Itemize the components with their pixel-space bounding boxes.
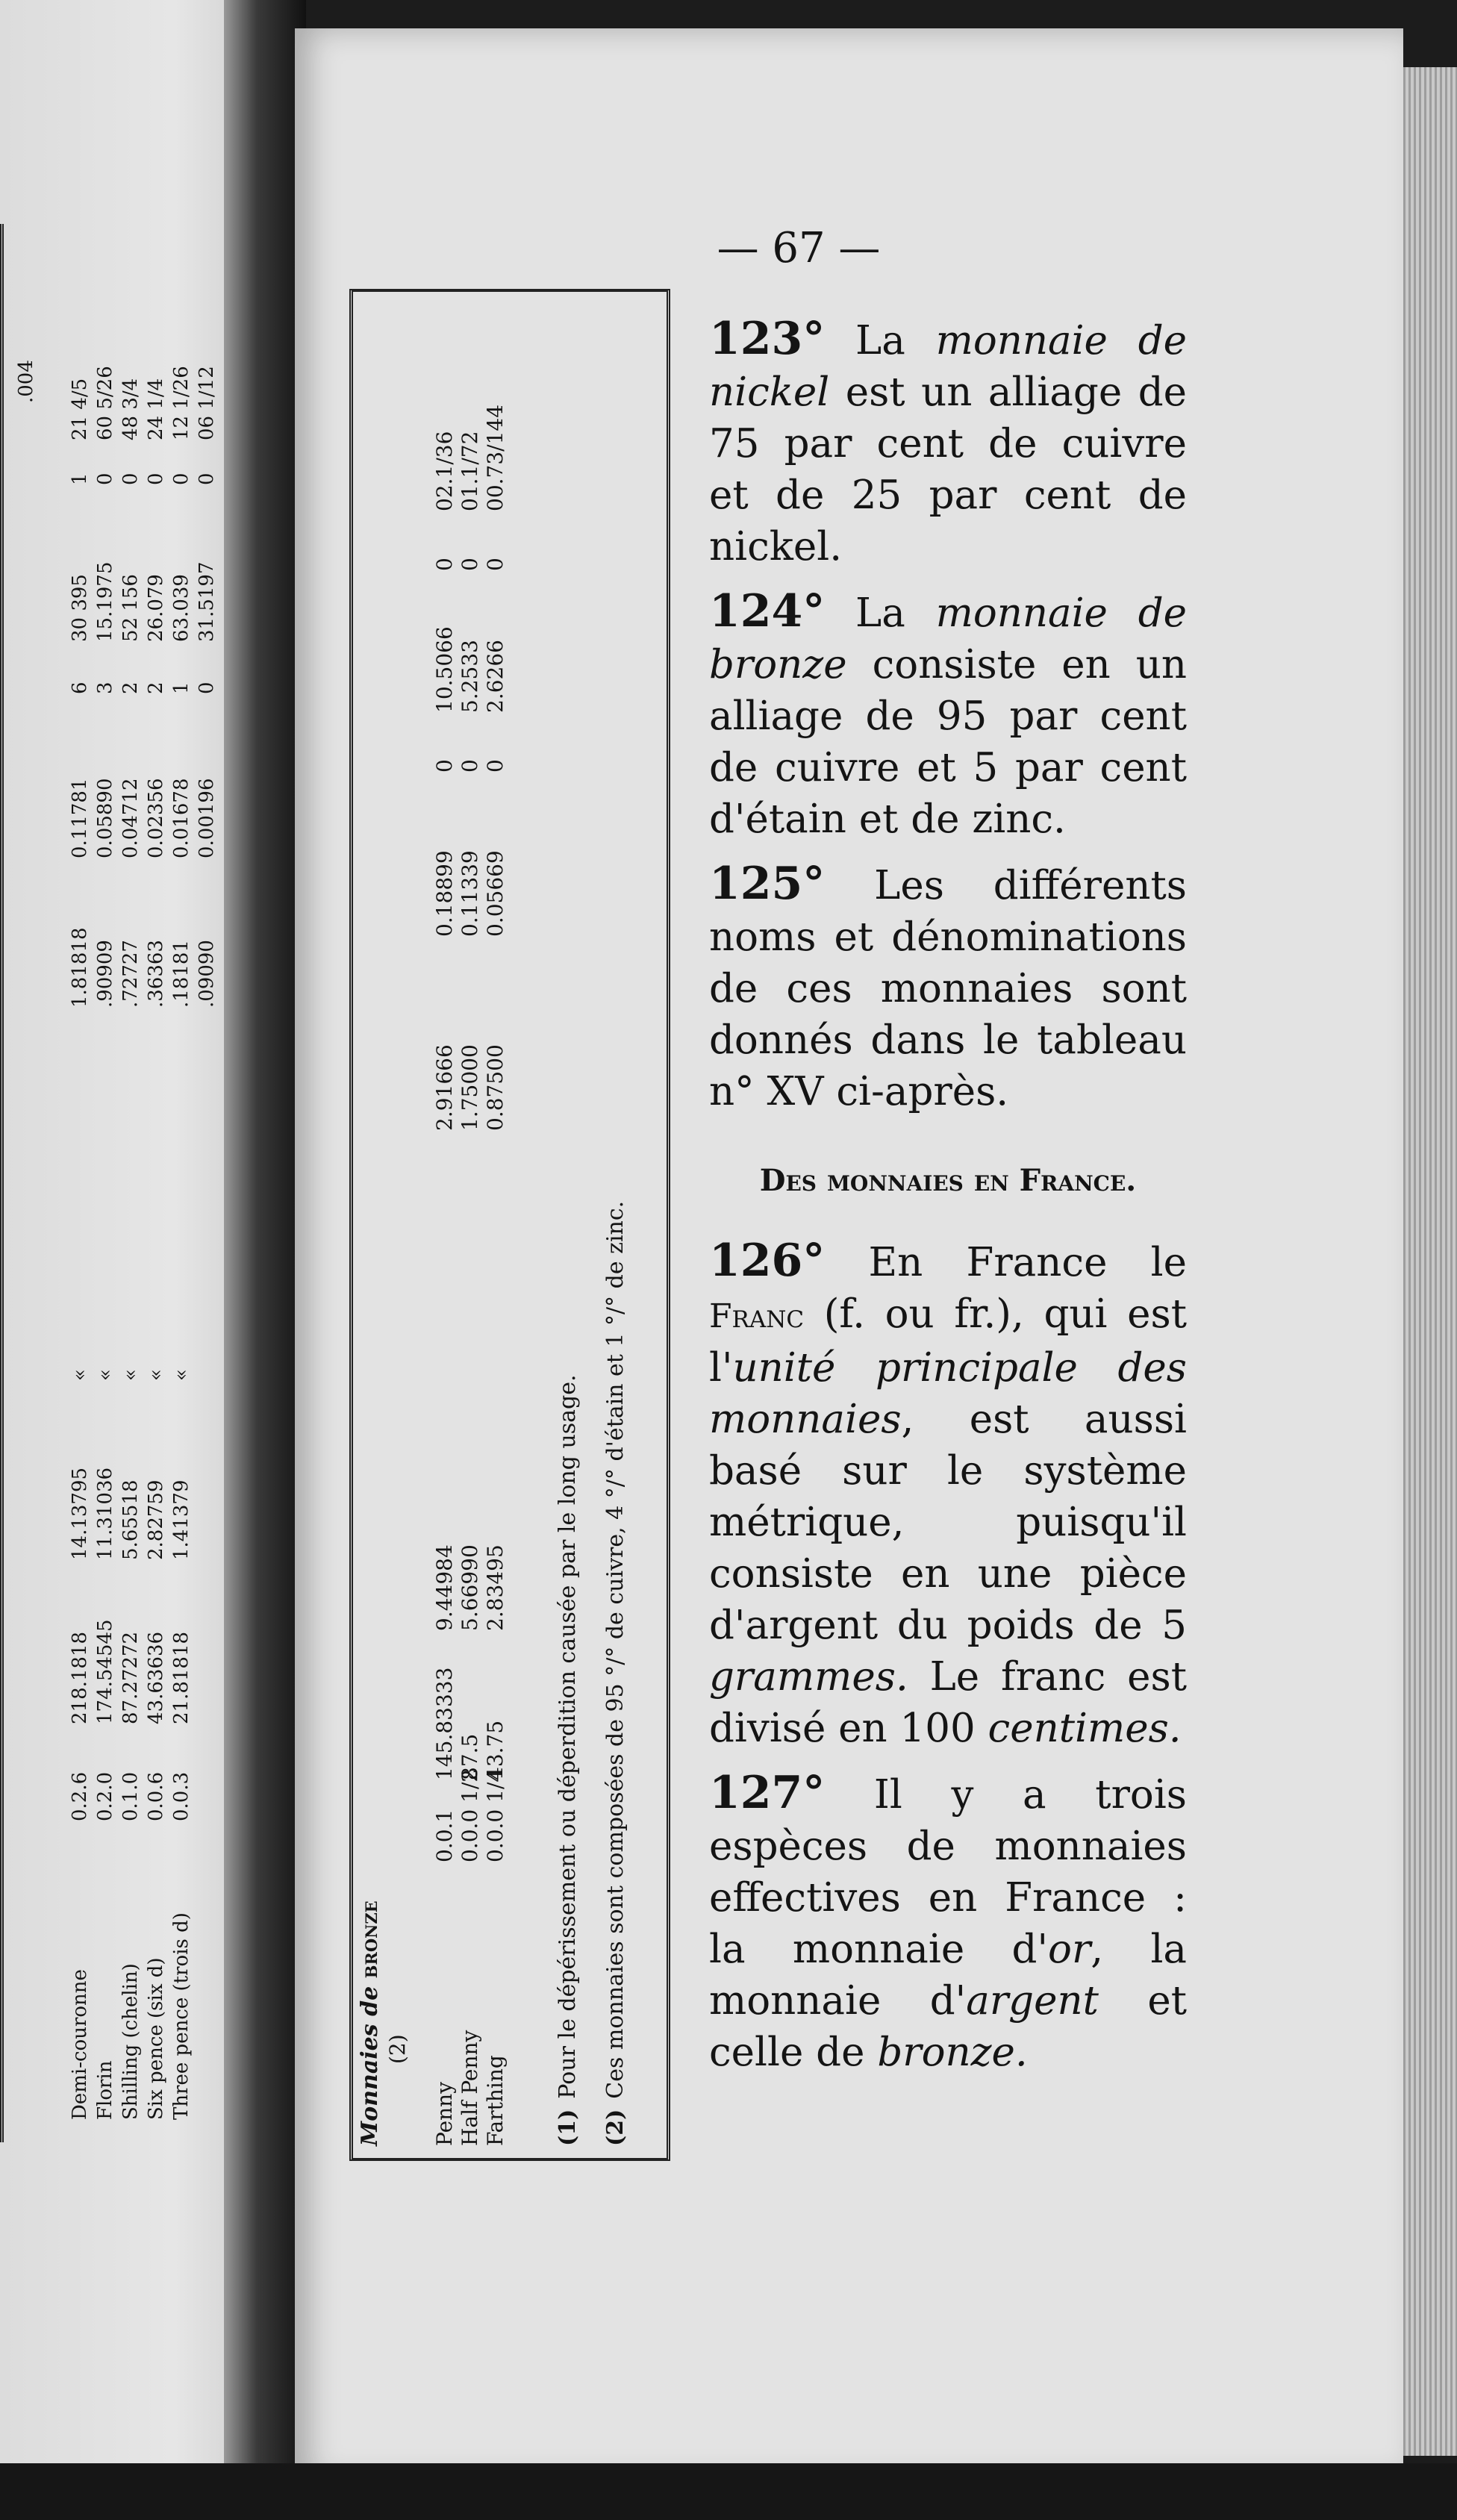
- bronze-table-cell: 0.0.0 1/2: [457, 1768, 482, 1862]
- left-table-cell: 0.11781: [69, 778, 91, 858]
- left-table-cell: 26.079: [145, 574, 167, 642]
- left-table-row: [67, 314, 93, 2127]
- left-table-cell: 0.2.0: [94, 1771, 116, 1821]
- left-table-cell: 87.27272: [119, 1631, 142, 1724]
- left-table-cell: .90909: [94, 940, 116, 1008]
- paragraph-125: 125° Les différents noms et dénominations de ces monnaies sont donnés dans le tableau n° XV ci-après.: [709, 858, 1187, 1114]
- left-table-cell: 2: [145, 682, 167, 694]
- left-table-cell: 1: [170, 682, 193, 694]
- left-table-cell: «: [170, 1369, 193, 1381]
- footnote-1: (1) Pour le dépérissement ou déperdition causée par le long usage.: [554, 1374, 581, 2146]
- left-table-row: [169, 314, 194, 2127]
- left-table-cell: 12 1/26: [170, 366, 193, 440]
- bronze-table-cell: 87.5: [457, 1733, 482, 1780]
- left-table-cell: 0: [170, 472, 193, 485]
- left-table-cell: .36363: [145, 940, 167, 1008]
- bronze-table-cell: 1.75000: [457, 1044, 482, 1131]
- bronze-table-cell: 2.83495: [482, 1544, 508, 1631]
- left-table-cell: 1.81818: [69, 927, 91, 1008]
- bronze-table-row: [457, 362, 482, 2146]
- text-column: [709, 314, 1187, 2092]
- left-table-cell: 06 1/12: [196, 366, 218, 440]
- bronze-table-rows: [431, 362, 508, 2146]
- left-table-cell: 0.2.6: [69, 1771, 91, 1821]
- bronze-table-cell: 01.1/72: [457, 431, 482, 511]
- bronze-table-cell: 2.6266: [482, 640, 508, 713]
- bronze-table-cell: 43.75: [482, 1720, 508, 1780]
- left-table-cell: 0.02356: [145, 778, 167, 858]
- left-table-cell: 1.41379: [170, 1479, 193, 1560]
- paragraph-127: 127° Il y a trois espèces de monnaies effectives en France : la monnaie d'or, la monnaie d'argent et celle de bronze.: [709, 1767, 1187, 2075]
- bronze-table-heading-note: (2): [385, 2034, 410, 2064]
- page-edge: [1403, 67, 1457, 2456]
- bronze-table-cell: 10.5066: [431, 626, 457, 713]
- left-table-cell: 60 5/26: [94, 366, 116, 440]
- left-table-cell: .72727: [119, 940, 142, 1008]
- section-heading: Des monnaies en France.: [759, 1163, 1137, 1198]
- left-table-row: [194, 314, 219, 2127]
- bronze-table-cell: 5.2533: [457, 640, 482, 713]
- bronze-table-cell: Half Penny: [457, 2030, 482, 2146]
- left-table-cell: 0.0.6: [145, 1771, 167, 1821]
- left-table-cell: 218.1818: [69, 1631, 91, 1724]
- bronze-table-cell: 0.18899: [431, 850, 457, 937]
- bronze-table-cell: 0: [431, 759, 457, 773]
- footnote-2: (2) Ces monnaies sont composées de 95 °/° de cuivre, 4 °/° d'étain et 1 °/° de zinc.: [602, 1200, 628, 2146]
- left-table-cell: 15.1975: [94, 561, 116, 642]
- left-table-cell: 0: [145, 472, 167, 485]
- left-table-row: [118, 314, 143, 2127]
- left-table-cell: 30 395: [69, 574, 91, 642]
- bronze-table-cell: 0.0.0 1/4: [482, 1768, 508, 1862]
- bronze-table-heading: Monnaies de bronze: [357, 1900, 383, 2146]
- left-table-rows: [67, 314, 219, 2127]
- left-table-cell: Florin: [94, 2060, 116, 2120]
- left-table-side-value: .004: [15, 360, 37, 403]
- left-table-cell: .18181: [170, 940, 193, 1008]
- bronze-table-cell: Penny: [431, 2081, 457, 2146]
- left-table-cell: «: [94, 1369, 116, 1381]
- bronze-table-cell: 0: [457, 558, 482, 571]
- left-table-cell: 0: [119, 472, 142, 485]
- left-table-cell: 1: [69, 472, 91, 485]
- left-table-cell: 0: [94, 472, 116, 485]
- left-table-cell: Six pence (six d): [145, 1957, 167, 2120]
- left-table-cell: 6: [69, 682, 91, 694]
- paragraph-123: 123° La monnaie de nickel est un alliage de 75 par cent de cuivre et de 25 par cent de nickel.: [709, 313, 1187, 570]
- left-table-row: [93, 314, 118, 2127]
- paragraph-126: 126° En France le Franc (f. ou fr.), qui est l'unité principale des monnaies, est aussi basé sur le système métrique, puisqu'il consiste en une pièce d'argent du poids de 5 grammes. Le franc est divisé en 100 centimes.: [709, 1235, 1187, 1751]
- left-table-cell: 0.04712: [119, 778, 142, 858]
- bronze-table-row: [431, 362, 457, 2146]
- bronze-coin-table: [349, 295, 663, 2161]
- left-table-cell: 48 3/4: [119, 378, 142, 440]
- footnotes: [543, 1201, 639, 2146]
- bronze-table-cell: 2.91666: [431, 1044, 457, 1131]
- left-table-cell: 52 156: [119, 574, 142, 642]
- left-table-cell: 0.00196: [196, 778, 218, 858]
- left-table-cell: Shilling (chelin): [119, 1963, 142, 2120]
- left-table-cell: 21.81818: [170, 1631, 193, 1724]
- left-table-cell: 11.31036: [94, 1467, 116, 1560]
- book-gutter: [224, 0, 306, 2520]
- bronze-table-cell: 0.87500: [482, 1044, 508, 1131]
- left-table-cell: «: [119, 1369, 142, 1381]
- bronze-table-cell: 0.05669: [482, 850, 508, 937]
- left-table-row: [143, 314, 169, 2127]
- left-table-cell: Demi-couronne: [69, 1969, 91, 2120]
- paragraph-124: 124° La monnaie de bronze consiste en un alliage de 95 par cent de cuivre et 5 par cent d'étain et de zinc.: [709, 585, 1187, 842]
- left-table-cell: 3: [94, 682, 116, 694]
- left-table-cell: Three pence (trois d): [170, 1912, 193, 2120]
- bronze-table-cell: 9.44984: [431, 1544, 457, 1631]
- left-table-cell: 0: [196, 472, 218, 485]
- left-coin-table: [0, 224, 224, 2142]
- bronze-table-cell: 0: [482, 558, 508, 571]
- left-table-cell: 31.5197: [196, 561, 218, 642]
- bronze-table-cell: 02.1/36: [431, 431, 457, 511]
- left-table-cell: 63.039: [170, 574, 193, 642]
- left-table-cell: 2: [119, 682, 142, 694]
- bronze-table-cell: 0: [482, 759, 508, 773]
- left-table-cell: 0.01678: [170, 778, 193, 858]
- left-table-cell: 0.0.3: [170, 1771, 193, 1821]
- left-table-cell: «: [145, 1369, 167, 1381]
- bronze-table-cell: 0.0.1: [431, 1809, 457, 1862]
- bronze-table-cell: 0.11339: [457, 850, 482, 937]
- bronze-table-row: [482, 362, 508, 2146]
- left-table-cell: 0.05890: [94, 778, 116, 858]
- bronze-table-cell: 00.73/144: [482, 404, 508, 511]
- page-number: — 67 —: [717, 224, 881, 272]
- left-table-cell: 0.1.0: [119, 1771, 142, 1821]
- left-table-cell: 24 1/4: [145, 378, 167, 440]
- left-table-cell: 14.13795: [69, 1467, 91, 1560]
- bronze-table-cell: 5.66990: [457, 1544, 482, 1631]
- bronze-table-cell: 0: [457, 759, 482, 773]
- left-table-cell: «: [69, 1369, 91, 1381]
- left-table-cell: 21 4/5: [69, 378, 91, 440]
- left-table-cell: 0: [196, 682, 218, 694]
- bronze-table-cell: 145.83333: [431, 1667, 457, 1780]
- left-table-cell: 174.54545: [94, 1619, 116, 1724]
- bronze-table-cell: 0: [431, 558, 457, 571]
- bronze-table-cell: Farthing: [482, 2055, 508, 2146]
- bottom-shadow: [0, 2463, 1457, 2520]
- left-table-cell: 5.65518: [119, 1479, 142, 1560]
- left-table-cell: 2.82759: [145, 1479, 167, 1560]
- left-table-cell: 43.63636: [145, 1631, 167, 1724]
- left-table-cell: .09090: [196, 940, 218, 1008]
